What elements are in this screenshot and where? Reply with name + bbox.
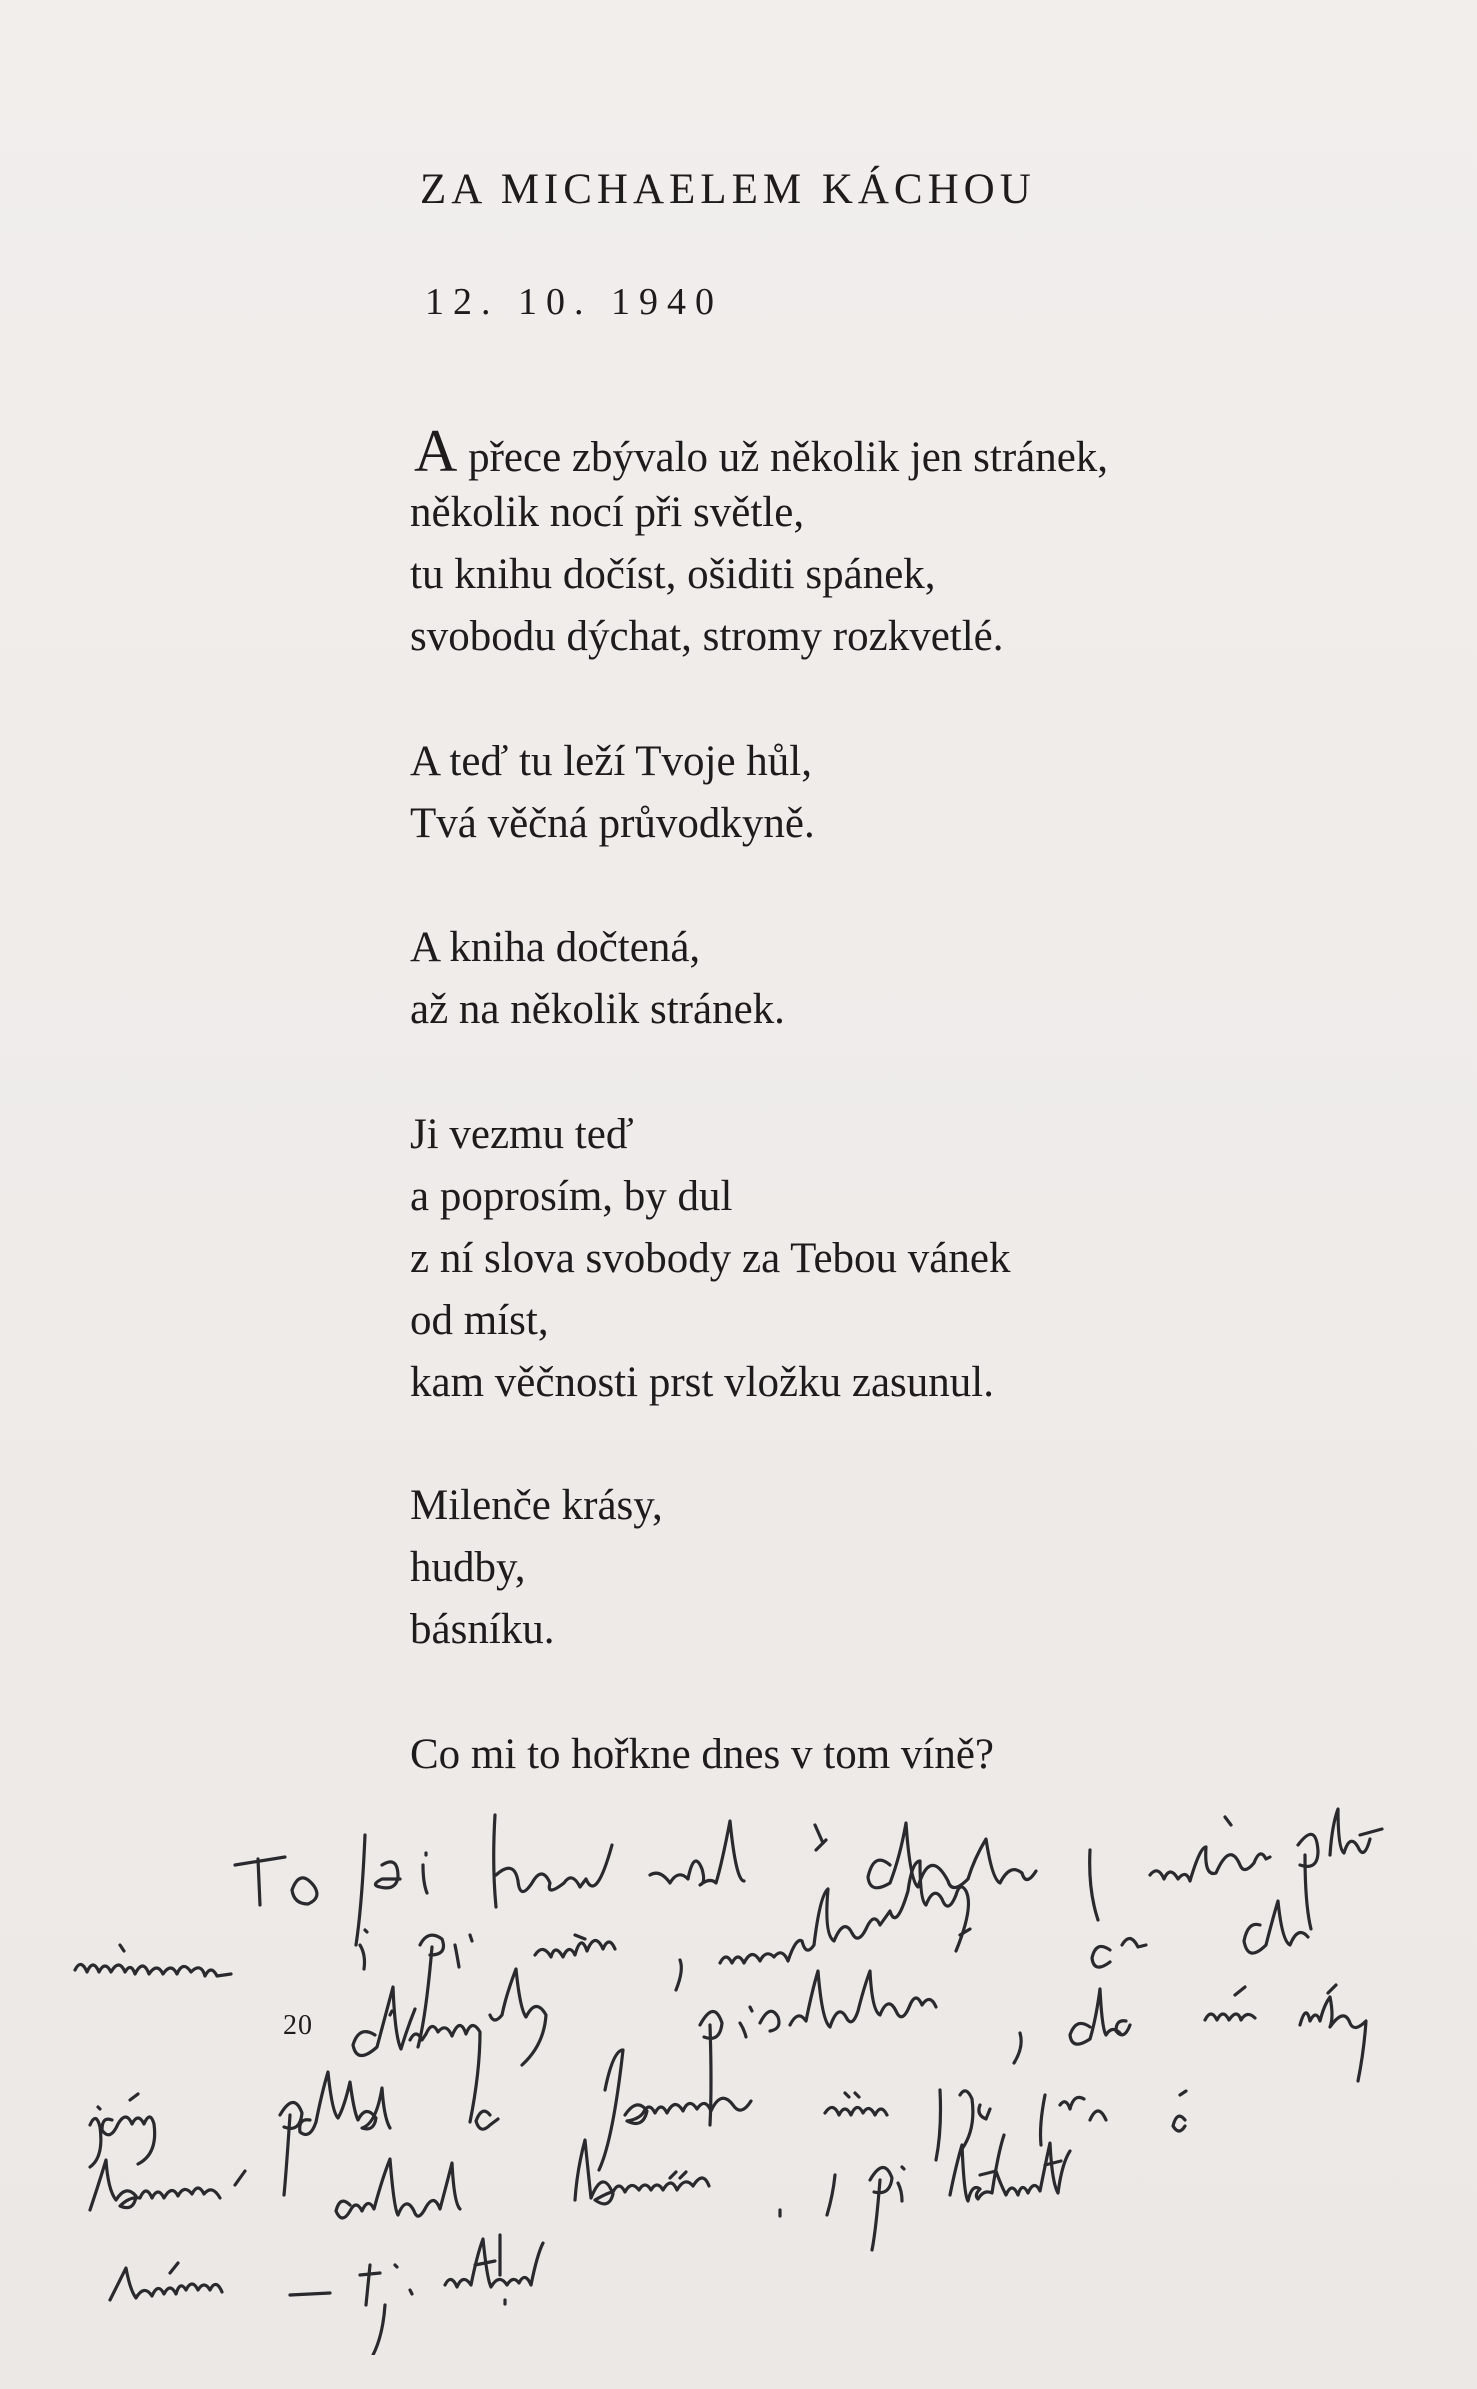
handwriting-stroke [1150, 1817, 1270, 1881]
handwriting-stroke [1090, 1850, 1098, 1920]
handwriting-stroke [353, 1987, 415, 2056]
handwriting-stroke [815, 1825, 826, 1850]
poem-title: ZA MICHAELEM KÁCHOU [420, 166, 1036, 213]
handwriting-stroke [494, 1815, 612, 1907]
poem-line: od míst, [410, 1297, 549, 1344]
stanza [410, 917, 1270, 1041]
poem-line: Co mi to hořkne dnes v tom víně? [410, 1731, 995, 1778]
handwriting-stroke [1300, 1985, 1366, 2081]
poem-line: Tvá věčná průvodkyně. [410, 800, 815, 847]
handwriting-stroke [110, 2263, 222, 2300]
handwriting-stroke [1205, 1987, 1255, 2020]
handwriting-stroke [720, 1861, 970, 1963]
handwriting-stroke [870, 2167, 904, 2250]
handwriting-stroke [90, 2160, 245, 2210]
stanza [410, 1475, 1270, 1661]
poem-line: tu knihu dočíst, ošiditi spánek, [410, 551, 936, 598]
handwriting-stroke [336, 2159, 460, 2218]
handwriting-stroke [360, 2265, 412, 2355]
poem-line: několik nocí při světle, [410, 489, 805, 536]
poem-line: A teď tu leží Tvoje hůl, [410, 738, 812, 785]
poem-line: svobodu dýchat, stromy rozkvetlé. [410, 613, 1004, 660]
stanza [410, 1104, 1270, 1414]
handwritten-note [60, 1795, 1420, 2355]
handwriting-stroke [90, 2094, 155, 2167]
stanza-gap [410, 855, 1270, 917]
handwriting-stroke [650, 1821, 744, 1885]
poem-line: básníku. [410, 1606, 555, 1653]
poem-line: až na několik stránek. [410, 986, 785, 1033]
handwriting-stroke [360, 1930, 367, 1969]
poem-line: a poprosím, by dul [410, 1173, 733, 1220]
handwriting-stroke [280, 2072, 390, 2195]
stanza-gap [410, 1041, 1270, 1104]
handwriting-stroke [1014, 2033, 1021, 2063]
handwriting-stroke [235, 1857, 317, 1905]
poem-line: z ní slova svobody za Tebou vánek [410, 1235, 1011, 1282]
poem-line [410, 420, 1270, 482]
poem-line: A kniha dočtená, [410, 924, 701, 971]
handwriting-stroke [868, 1823, 1036, 1888]
handwriting-stroke [290, 2293, 330, 2295]
stanza-gap [410, 1661, 1270, 1724]
handwriting-stroke [75, 1945, 231, 1976]
stanza-gap [410, 668, 1270, 731]
poem-body [410, 420, 1270, 1786]
poem-line: Milenče krásy, [410, 1482, 663, 1529]
handwriting-stroke [410, 1969, 546, 2122]
drop-cap: A [414, 418, 458, 484]
handwriting-stroke [1092, 1938, 1146, 1967]
handwriting-stroke [700, 1971, 936, 2125]
poem-line: Ji vezmu teď [410, 1111, 634, 1158]
stanza [410, 420, 1270, 668]
handwriting-stroke [423, 1853, 427, 1893]
stanza-gap [410, 1414, 1270, 1475]
handwriting-stroke [1070, 1989, 1130, 2044]
handwriting-stroke [535, 1935, 615, 1957]
handwriting-scribble [60, 1795, 1420, 2355]
poem-date: 12. 10. 1940 [425, 281, 723, 323]
handwriting-stroke [825, 2093, 887, 2115]
handwriting-stroke [599, 2050, 751, 2170]
handwriting-stroke [445, 2235, 543, 2304]
handwriting-stroke [950, 2135, 1070, 2201]
poem-line-text: přece zbývalo už několik jen stránek, [468, 434, 1109, 481]
poem-line: hudby, [410, 1544, 526, 1591]
stanza [410, 731, 1270, 855]
handwriting-stroke [827, 2175, 835, 2215]
stanza [410, 1724, 1270, 1786]
page-number: 20 [283, 2010, 313, 2041]
handwriting-stroke [676, 1960, 681, 1990]
poem-line: kam věčnosti prst vložku zasunul. [410, 1359, 994, 1406]
handwriting-stroke [575, 2140, 709, 2204]
handwriting-stroke [1173, 2091, 1186, 2131]
handwriting-stroke [1244, 1901, 1308, 1953]
handwriting-stroke [356, 1835, 400, 1945]
handwriting-stroke [476, 2111, 498, 2129]
handwriting-stroke [1298, 1809, 1382, 1929]
handwriting-stroke [1041, 2095, 1107, 2145]
